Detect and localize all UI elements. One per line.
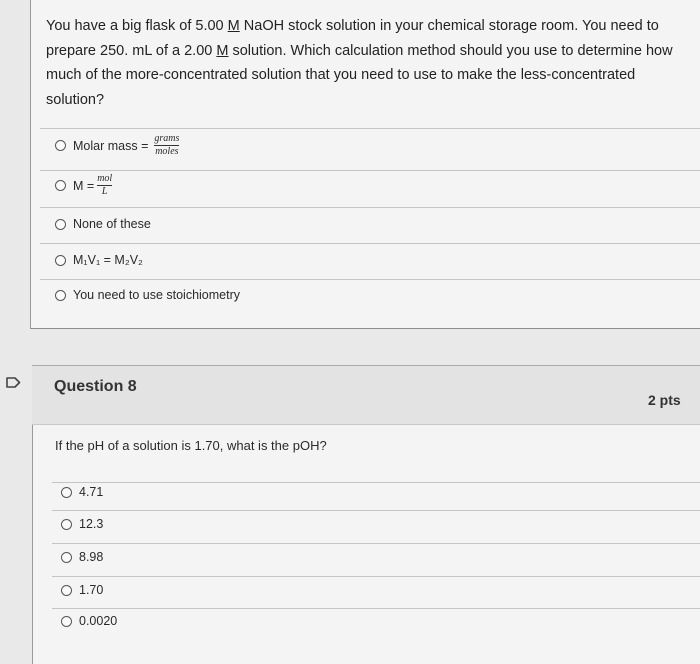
option-stoichiometry[interactable]: You need to use stoichiometry bbox=[55, 288, 240, 302]
divider bbox=[52, 482, 700, 483]
option-none-of-these[interactable]: None of these bbox=[55, 217, 151, 231]
prompt-line-1: You have a big flask of 5.00 M NaOH stock solution in your chemical storage room. You need to bbox=[46, 18, 659, 34]
divider bbox=[40, 128, 700, 129]
question-points: 2 pts bbox=[648, 392, 681, 408]
option-0-0020[interactable]: 0.0020 bbox=[61, 614, 117, 628]
option-1-70[interactable]: 1.70 bbox=[61, 583, 103, 597]
molarity-unit: M bbox=[216, 42, 229, 59]
prompt-line-2: prepare 250. mL of a 2.00 M solution. Which calculation method should you use to determine how bbox=[46, 42, 673, 59]
divider bbox=[52, 608, 700, 609]
radio-button[interactable] bbox=[55, 219, 66, 230]
question-7-prompt bbox=[46, 14, 696, 112]
divider bbox=[40, 279, 700, 280]
divider bbox=[40, 207, 700, 208]
question-title: Question 8 bbox=[54, 378, 137, 395]
option-8-98[interactable]: 8.98 bbox=[61, 550, 103, 564]
divider bbox=[40, 170, 700, 171]
molarity-unit: M bbox=[227, 18, 240, 34]
option-4-71[interactable]: 4.71 bbox=[61, 485, 103, 499]
prompt-line-4: solution? bbox=[46, 91, 105, 108]
divider bbox=[52, 576, 700, 577]
radio-button[interactable] bbox=[61, 616, 72, 627]
radio-button[interactable] bbox=[55, 180, 66, 191]
fraction-mol-over-l: $\frac{\text{mol}}{L}$ bbox=[97, 173, 113, 197]
option-12-3[interactable]: 12.3 bbox=[61, 517, 103, 531]
flag-question-icon[interactable] bbox=[6, 377, 21, 388]
fraction-grams-over-moles: $\frac{\text{grams}}{\text{moles}}$ bbox=[154, 133, 180, 157]
radio-button[interactable] bbox=[55, 140, 66, 151]
divider bbox=[52, 510, 700, 511]
option-molar-mass[interactable]: Molar mass = $\frac{\text{grams}}{\text{moles}}$ bbox=[55, 134, 179, 157]
divider bbox=[52, 543, 700, 544]
option-dilution-equation[interactable]: M₁V₁ = M₂V₂ bbox=[55, 253, 143, 267]
radio-button[interactable] bbox=[55, 255, 66, 266]
option-molarity[interactable]: M = $\frac{\text{mol}}{L}$ bbox=[55, 174, 112, 197]
radio-button[interactable] bbox=[61, 487, 72, 498]
radio-button[interactable] bbox=[55, 290, 66, 301]
divider bbox=[40, 243, 700, 244]
radio-button[interactable] bbox=[61, 552, 72, 563]
radio-button[interactable] bbox=[61, 519, 72, 530]
radio-button[interactable] bbox=[61, 585, 72, 596]
prompt-line-3: much of the more-concentrated solution that you need to use to make the less-concentrated bbox=[46, 67, 636, 83]
question-8-prompt: If the pH of a solution is 1.70, what is the pOH? bbox=[55, 438, 327, 453]
